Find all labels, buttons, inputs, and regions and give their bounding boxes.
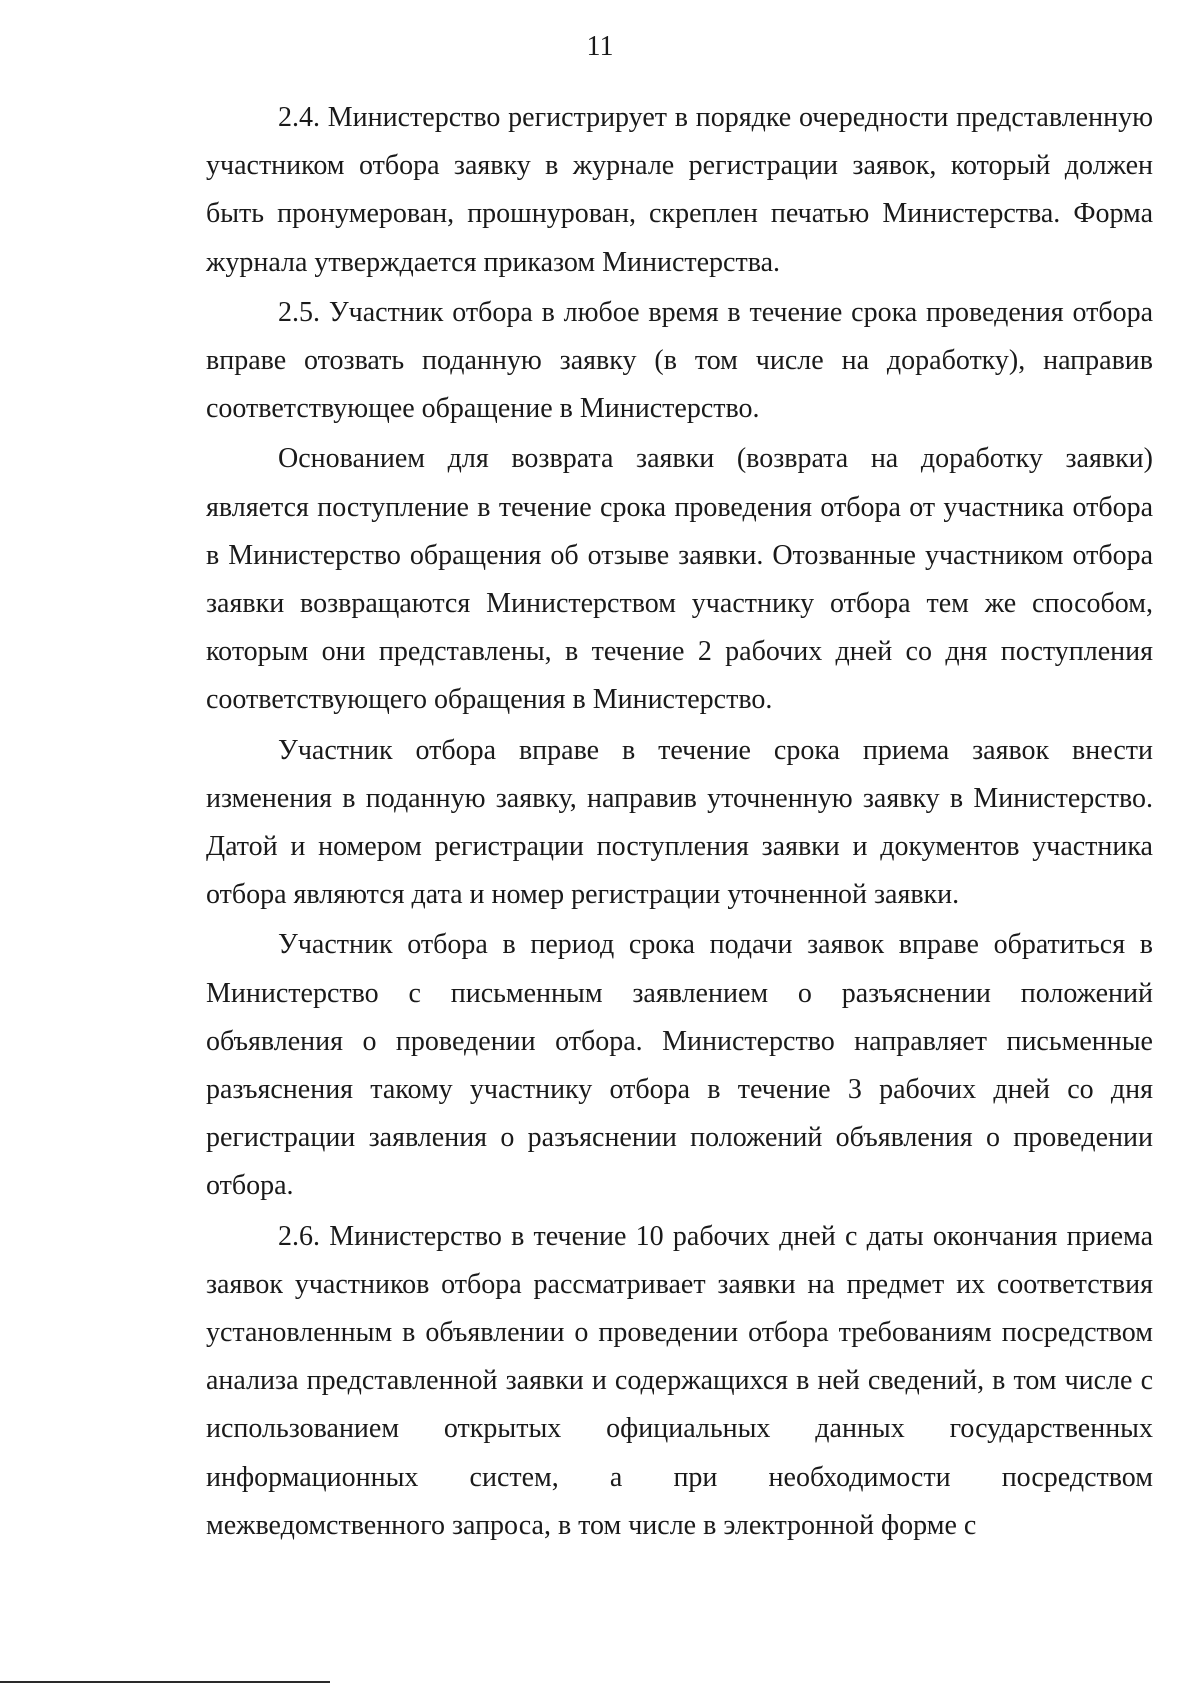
paragraph-2-4: 2.4. Министерство регистрирует в порядке очередности представленную участником отбора заявку в журнале регистрации заявок, который должен быть пронумерован, прошнурован, скреплен печатью Министерства. Форма журнала утверждается приказом Министерства. bbox=[206, 102, 1153, 278]
footer-rule bbox=[0, 1681, 330, 1683]
paragraph-return-grounds: Основанием для возврата заявки (возврата на доработку заявки) является поступление в течение срока проведения отбора от участника отбора в Министерство обращения об отзыве заявки. Отозванные участником отбора заявки возвращаются Министерством участнику отбора тем же способом, которым они представлены, в течение 2 рабочих дней со дня поступления соответствующего обращения в Министерство. bbox=[206, 443, 1153, 716]
paragraph-2-5: 2.5. Участник отбора в любое время в течение срока проведения отбора вправе отозвать поданную заявку (в том числе на доработку), направив соответствующее обращение в Министерство. bbox=[206, 296, 1153, 425]
document-body bbox=[206, 94, 1153, 1552]
paragraph-application-changes: Участник отбора вправе в течение срока приема заявок внести изменения в поданную заявку, направив уточненную заявку в Министерство. Датой и номером регистрации поступления заявки и документов участника отбора являются дата и номер регистрации уточненной заявки. bbox=[206, 734, 1153, 911]
paragraph-2-6: 2.6. Министерство в течение 10 рабочих дней с даты окончания приема заявок участников отбора рассматривает заявки на предмет их соответствия установленным в объявлении о проведении отбора требованиям посредством анализа представленной заявки и содержащихся в ней сведений, в том числе с использованием открытых официальных данных государственных информационных систем, а при необходимости посредством межведомственного запроса, в том числе в электронной форме с bbox=[206, 1220, 1153, 1541]
paragraph-clarification-request: Участник отбора в период срока подачи заявок вправе обратиться в Министерство с письменным заявлением о разъяснении положений объявления о проведении отбора. Министерство направляет письменные разъяснения такому участнику отбора в течение 3 рабочих дней со дня регистрации заявления о разъяснении положений объявления о проведении отбора. bbox=[206, 929, 1153, 1202]
page-number: 11 bbox=[586, 31, 614, 62]
